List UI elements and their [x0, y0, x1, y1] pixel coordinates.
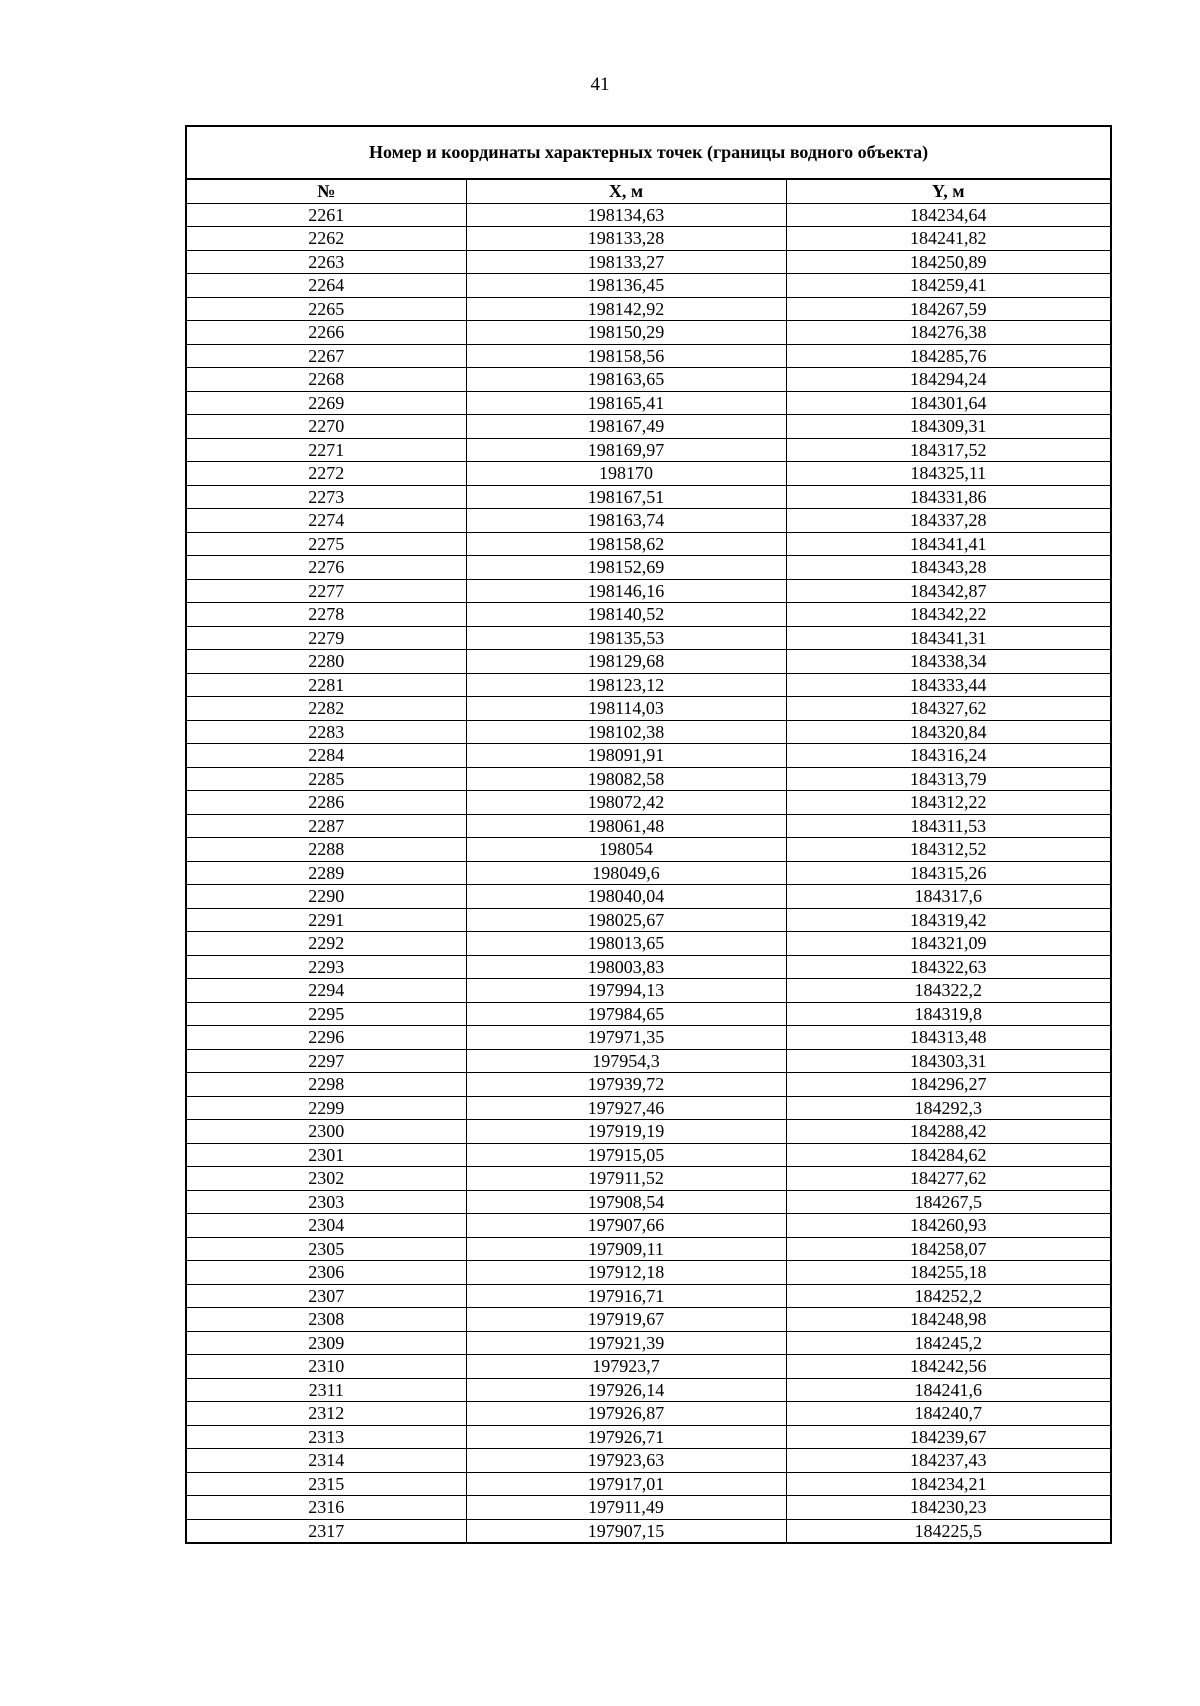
table-row: [186, 556, 1111, 580]
cell-point-number: 2263: [186, 250, 466, 274]
cell-y: 184276,38: [786, 321, 1111, 345]
cell-y: 184294,24: [786, 368, 1111, 392]
cell-point-number: 2306: [186, 1261, 466, 1285]
cell-point-number: 2275: [186, 532, 466, 556]
cell-point-number: 2310: [186, 1355, 466, 1379]
cell-x: 197926,87: [466, 1402, 786, 1426]
cell-point-number: 2314: [186, 1449, 466, 1473]
cell-point-number: 2288: [186, 838, 466, 862]
cell-x: 197994,13: [466, 979, 786, 1003]
cell-y: 184260,93: [786, 1214, 1111, 1238]
cell-y: 184312,22: [786, 791, 1111, 815]
cell-y: 184234,21: [786, 1472, 1111, 1496]
cell-y: 184230,23: [786, 1496, 1111, 1520]
cell-x: 198146,16: [466, 579, 786, 603]
cell-y: 184255,18: [786, 1261, 1111, 1285]
cell-y: 184313,48: [786, 1026, 1111, 1050]
table-row: [186, 1261, 1111, 1285]
cell-y: 184285,76: [786, 344, 1111, 368]
cell-x: 198152,69: [466, 556, 786, 580]
cell-x: 198123,12: [466, 673, 786, 697]
table-row: [186, 979, 1111, 1003]
cell-x: 198169,97: [466, 438, 786, 462]
cell-point-number: 2309: [186, 1331, 466, 1355]
table-row: [186, 603, 1111, 627]
cell-point-number: 2293: [186, 955, 466, 979]
cell-point-number: 2272: [186, 462, 466, 486]
table-row: [186, 1378, 1111, 1402]
cell-point-number: 2274: [186, 509, 466, 533]
table-row: [186, 344, 1111, 368]
cell-y: 184240,7: [786, 1402, 1111, 1426]
cell-y: 184315,26: [786, 861, 1111, 885]
cell-x: 197921,39: [466, 1331, 786, 1355]
cell-y: 184311,53: [786, 814, 1111, 838]
table-row: [186, 391, 1111, 415]
cell-y: 184322,2: [786, 979, 1111, 1003]
cell-x: 197911,49: [466, 1496, 786, 1520]
table-row: [186, 838, 1111, 862]
cell-point-number: 2279: [186, 626, 466, 650]
table-row: [186, 650, 1111, 674]
table-row: [186, 955, 1111, 979]
cell-y: 184338,34: [786, 650, 1111, 674]
cell-point-number: 2266: [186, 321, 466, 345]
table-row: [186, 438, 1111, 462]
cell-point-number: 2294: [186, 979, 466, 1003]
cell-y: 184241,6: [786, 1378, 1111, 1402]
cell-y: 184321,09: [786, 932, 1111, 956]
cell-point-number: 2311: [186, 1378, 466, 1402]
cell-y: 184343,28: [786, 556, 1111, 580]
cell-x: 197911,52: [466, 1167, 786, 1191]
cell-y: 184342,87: [786, 579, 1111, 603]
cell-y: 184242,56: [786, 1355, 1111, 1379]
table-row: [186, 814, 1111, 838]
table-row: [186, 532, 1111, 556]
cell-point-number: 2316: [186, 1496, 466, 1520]
table-row: [186, 1143, 1111, 1167]
cell-y: 184245,2: [786, 1331, 1111, 1355]
table-header-row: [186, 179, 1111, 203]
cell-y: 184303,31: [786, 1049, 1111, 1073]
cell-y: 184317,52: [786, 438, 1111, 462]
cell-y: 184277,62: [786, 1167, 1111, 1191]
table-row: [186, 1096, 1111, 1120]
cell-x: 198025,67: [466, 908, 786, 932]
cell-y: 184322,63: [786, 955, 1111, 979]
cell-x: 198133,28: [466, 227, 786, 251]
cell-x: 197908,54: [466, 1190, 786, 1214]
cell-x: 198163,74: [466, 509, 786, 533]
cell-x: 197912,18: [466, 1261, 786, 1285]
table-row: [186, 1073, 1111, 1097]
table-row: [186, 321, 1111, 345]
cell-y: 184320,84: [786, 720, 1111, 744]
cell-y: 184241,82: [786, 227, 1111, 251]
table-row: [186, 1519, 1111, 1543]
cell-point-number: 2280: [186, 650, 466, 674]
cell-x: 198158,62: [466, 532, 786, 556]
cell-x: 198054: [466, 838, 786, 862]
cell-point-number: 2297: [186, 1049, 466, 1073]
cell-point-number: 2305: [186, 1237, 466, 1261]
table-row: [186, 227, 1111, 251]
cell-point-number: 2277: [186, 579, 466, 603]
cell-x: 198049,6: [466, 861, 786, 885]
cell-x: 197923,63: [466, 1449, 786, 1473]
cell-x: 198170: [466, 462, 786, 486]
column-header-y: Y, м: [786, 179, 1111, 203]
cell-point-number: 2286: [186, 791, 466, 815]
cell-y: 184250,89: [786, 250, 1111, 274]
cell-point-number: 2262: [186, 227, 466, 251]
cell-x: 197907,15: [466, 1519, 786, 1543]
cell-x: 197907,66: [466, 1214, 786, 1238]
cell-y: 184301,64: [786, 391, 1111, 415]
cell-x: 197971,35: [466, 1026, 786, 1050]
cell-y: 184333,44: [786, 673, 1111, 697]
cell-y: 184237,43: [786, 1449, 1111, 1473]
cell-x: 197954,3: [466, 1049, 786, 1073]
cell-point-number: 2295: [186, 1002, 466, 1026]
table-row: [186, 1331, 1111, 1355]
cell-point-number: 2270: [186, 415, 466, 439]
table-row: [186, 1167, 1111, 1191]
cell-point-number: 2300: [186, 1120, 466, 1144]
cell-x: 198134,63: [466, 203, 786, 227]
table-row: [186, 1120, 1111, 1144]
table-row: [186, 1026, 1111, 1050]
cell-y: 184313,79: [786, 767, 1111, 791]
table-row: [186, 1308, 1111, 1332]
table-row: [186, 1049, 1111, 1073]
page-number: 41: [590, 74, 610, 95]
table-row: [186, 1237, 1111, 1261]
cell-point-number: 2278: [186, 603, 466, 627]
cell-x: 197919,19: [466, 1120, 786, 1144]
cell-x: 198150,29: [466, 321, 786, 345]
cell-x: 198142,92: [466, 297, 786, 321]
cell-point-number: 2308: [186, 1308, 466, 1332]
cell-point-number: 2287: [186, 814, 466, 838]
table-caption: Номер и координаты характерных точек (границы водного объекта): [186, 126, 1111, 179]
cell-y: 184234,64: [786, 203, 1111, 227]
table-row: [186, 203, 1111, 227]
cell-x: 197917,01: [466, 1472, 786, 1496]
table-row: [186, 767, 1111, 791]
cell-point-number: 2285: [186, 767, 466, 791]
cell-y: 184341,31: [786, 626, 1111, 650]
cell-point-number: 2302: [186, 1167, 466, 1191]
cell-y: 184248,98: [786, 1308, 1111, 1332]
column-header-number: №: [186, 179, 466, 203]
cell-x: 197926,71: [466, 1425, 786, 1449]
column-header-x: X, м: [466, 179, 786, 203]
cell-y: 184267,5: [786, 1190, 1111, 1214]
cell-point-number: 2292: [186, 932, 466, 956]
table-row: [186, 1214, 1111, 1238]
cell-x: 198082,58: [466, 767, 786, 791]
table-row: [186, 720, 1111, 744]
cell-x: 197923,7: [466, 1355, 786, 1379]
cell-y: 184319,42: [786, 908, 1111, 932]
cell-x: 198158,56: [466, 344, 786, 368]
cell-x: 198165,41: [466, 391, 786, 415]
table-row: [186, 1449, 1111, 1473]
cell-y: 184267,59: [786, 297, 1111, 321]
table-row: [186, 297, 1111, 321]
table-row: [186, 509, 1111, 533]
cell-x: 197927,46: [466, 1096, 786, 1120]
cell-point-number: 2312: [186, 1402, 466, 1426]
cell-x: 198129,68: [466, 650, 786, 674]
table-row: [186, 861, 1111, 885]
cell-y: 184312,52: [786, 838, 1111, 862]
cell-point-number: 2268: [186, 368, 466, 392]
table-row: [186, 462, 1111, 486]
cell-x: 197909,11: [466, 1237, 786, 1261]
cell-point-number: 2298: [186, 1073, 466, 1097]
cell-y: 184325,11: [786, 462, 1111, 486]
cell-point-number: 2276: [186, 556, 466, 580]
table-row: [186, 368, 1111, 392]
cell-y: 184342,22: [786, 603, 1111, 627]
cell-y: 184259,41: [786, 274, 1111, 298]
cell-x: 197915,05: [466, 1143, 786, 1167]
cell-point-number: 2290: [186, 885, 466, 909]
cell-point-number: 2267: [186, 344, 466, 368]
cell-point-number: 2269: [186, 391, 466, 415]
cell-point-number: 2301: [186, 1143, 466, 1167]
cell-point-number: 2307: [186, 1284, 466, 1308]
cell-point-number: 2299: [186, 1096, 466, 1120]
table-row: [186, 250, 1111, 274]
cell-point-number: 2313: [186, 1425, 466, 1449]
cell-point-number: 2296: [186, 1026, 466, 1050]
cell-point-number: 2283: [186, 720, 466, 744]
cell-point-number: 2315: [186, 1472, 466, 1496]
cell-x: 198040,04: [466, 885, 786, 909]
cell-y: 184341,41: [786, 532, 1111, 556]
cell-point-number: 2284: [186, 744, 466, 768]
cell-x: 198135,53: [466, 626, 786, 650]
cell-y: 184225,5: [786, 1519, 1111, 1543]
cell-y: 184296,27: [786, 1073, 1111, 1097]
table-row: [186, 579, 1111, 603]
cell-x: 198072,42: [466, 791, 786, 815]
cell-x: 198013,65: [466, 932, 786, 956]
cell-y: 184309,31: [786, 415, 1111, 439]
table-row: [186, 1425, 1111, 1449]
cell-x: 197984,65: [466, 1002, 786, 1026]
table-row: [186, 791, 1111, 815]
cell-x: 198140,52: [466, 603, 786, 627]
cell-y: 184316,24: [786, 744, 1111, 768]
cell-point-number: 2271: [186, 438, 466, 462]
cell-x: 198136,45: [466, 274, 786, 298]
cell-y: 184284,62: [786, 1143, 1111, 1167]
cell-point-number: 2291: [186, 908, 466, 932]
cell-point-number: 2264: [186, 274, 466, 298]
table-row: [186, 1355, 1111, 1379]
cell-y: 184252,2: [786, 1284, 1111, 1308]
cell-y: 184317,6: [786, 885, 1111, 909]
cell-point-number: 2289: [186, 861, 466, 885]
table-row: [186, 626, 1111, 650]
cell-y: 184327,62: [786, 697, 1111, 721]
table-row: [186, 485, 1111, 509]
cell-y: 184239,67: [786, 1425, 1111, 1449]
cell-x: 198167,51: [466, 485, 786, 509]
table-row: [186, 885, 1111, 909]
table-row: [186, 673, 1111, 697]
cell-y: 184258,07: [786, 1237, 1111, 1261]
cell-point-number: 2265: [186, 297, 466, 321]
cell-x: 198061,48: [466, 814, 786, 838]
cell-x: 197939,72: [466, 1073, 786, 1097]
table-row: [186, 1190, 1111, 1214]
cell-x: 197919,67: [466, 1308, 786, 1332]
table-row: [186, 908, 1111, 932]
cell-x: 197916,71: [466, 1284, 786, 1308]
table-row: [186, 1496, 1111, 1520]
cell-point-number: 2317: [186, 1519, 466, 1543]
cell-x: 198102,38: [466, 720, 786, 744]
cell-y: 184337,28: [786, 509, 1111, 533]
cell-point-number: 2282: [186, 697, 466, 721]
cell-point-number: 2281: [186, 673, 466, 697]
cell-y: 184331,86: [786, 485, 1111, 509]
cell-x: 198167,49: [466, 415, 786, 439]
table-row: [186, 1002, 1111, 1026]
cell-x: 198114,03: [466, 697, 786, 721]
table-row: [186, 1402, 1111, 1426]
table-row: [186, 697, 1111, 721]
table-row: [186, 415, 1111, 439]
cell-point-number: 2304: [186, 1214, 466, 1238]
table-row: [186, 1284, 1111, 1308]
table-row: [186, 274, 1111, 298]
table-row: [186, 932, 1111, 956]
table-body: [186, 203, 1111, 1543]
cell-x: 197926,14: [466, 1378, 786, 1402]
cell-x: 198163,65: [466, 368, 786, 392]
cell-point-number: 2273: [186, 485, 466, 509]
cell-point-number: 2261: [186, 203, 466, 227]
cell-y: 184292,3: [786, 1096, 1111, 1120]
cell-x: 198003,83: [466, 955, 786, 979]
table-row: [186, 1472, 1111, 1496]
cell-y: 184319,8: [786, 1002, 1111, 1026]
cell-y: 184288,42: [786, 1120, 1111, 1144]
table-row: [186, 744, 1111, 768]
cell-point-number: 2303: [186, 1190, 466, 1214]
cell-x: 198091,91: [466, 744, 786, 768]
cell-x: 198133,27: [466, 250, 786, 274]
coordinates-table: [185, 125, 1112, 1544]
